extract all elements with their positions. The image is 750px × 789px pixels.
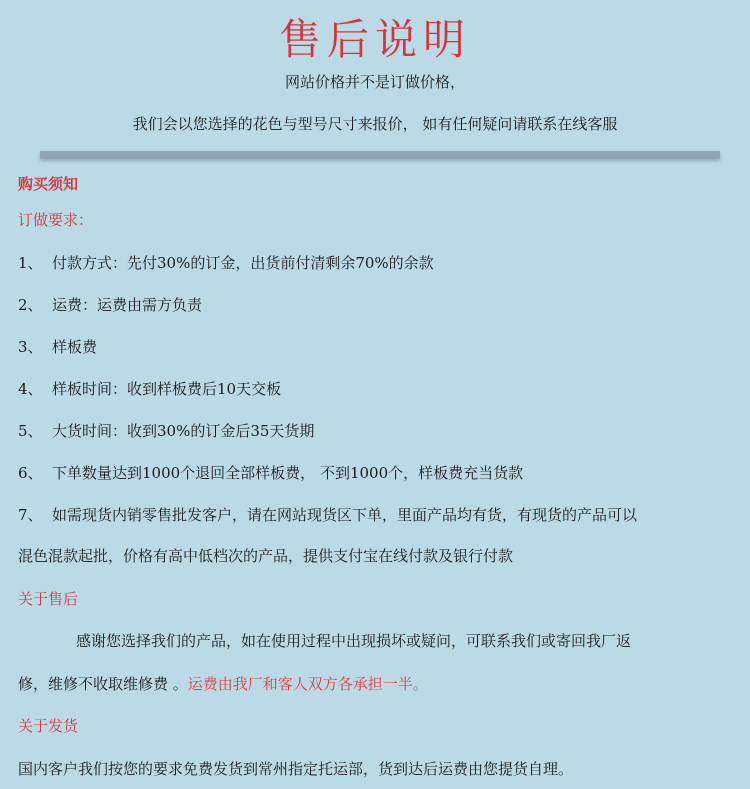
list-item — [18, 253, 434, 273]
list-item-number: 6、 — [18, 464, 43, 482]
section-shipping-heading: 关于发货 — [18, 717, 79, 735]
section-purchase-heading: 购买须知 — [18, 175, 79, 193]
section-aftersale-heading: 关于售后 — [18, 590, 79, 608]
list-item-text: 下单数量达到1000个退回全部样板费， 不到1000个，样板费充当货款 — [52, 464, 524, 482]
list-item-number: 4、 — [18, 380, 43, 398]
header-divider — [40, 151, 720, 159]
list-item — [18, 421, 314, 441]
page-title: 售后说明 — [278, 15, 471, 64]
list-item-number: 7、 — [18, 506, 43, 524]
list-item — [18, 505, 637, 525]
list-item-text: 运费：运费由需方负责 — [52, 296, 203, 314]
section-order-heading: 订做要求： — [18, 211, 94, 229]
subtitle-quote-note: 我们会以您选择的花色与型号尺寸来报价， 如有任何疑问请联系在线客服 — [132, 115, 618, 133]
aftersale-text-prefix: 修，维修不收取维修费 。 — [18, 675, 188, 693]
list-item — [18, 463, 523, 483]
aftersale-paragraph-line2 — [18, 674, 428, 694]
list-item-text: 付款方式：先付30%的订金，出货前付清剩余70%的余款 — [52, 254, 434, 272]
shipping-text: 国内客户我们按您的要求免费发货到常州指定托运部，货到达后运费由您提货自理。 — [18, 760, 574, 778]
subtitle-price-note: 网站价格并不是订做价格， — [284, 73, 465, 91]
list-item — [18, 337, 97, 357]
list-item-text: 样板费 — [52, 338, 98, 356]
list-item-number: 5、 — [18, 422, 43, 440]
list-item-number: 3、 — [18, 338, 43, 356]
list-item-continued: 混色混款起批，价格有高中低档次的产品，提供支付宝在线付款及银行付款 — [18, 547, 514, 565]
list-item-number: 2、 — [18, 296, 43, 314]
list-item — [18, 295, 202, 315]
list-item-text: 大货时间：收到30%的订金后35天货期 — [52, 422, 315, 440]
aftersale-shipping-cost-note: 运费由我厂和客人双方各承担一半。 — [187, 675, 428, 693]
list-item — [18, 379, 281, 399]
list-item-number: 1、 — [18, 254, 43, 272]
list-item-text: 样板时间：收到样板费后10天交板 — [52, 380, 282, 398]
aftersale-text: 感谢您选择我们的产品，如在使用过程中出现损坏或疑问，可联系我们或寄回我厂返 — [76, 632, 632, 650]
list-item-text: 如需现货内销零售批发客户，请在网站现货区下单，里面产品均有货，有现货的产品可以 — [52, 506, 638, 524]
aftersale-paragraph-line1 — [18, 631, 631, 651]
